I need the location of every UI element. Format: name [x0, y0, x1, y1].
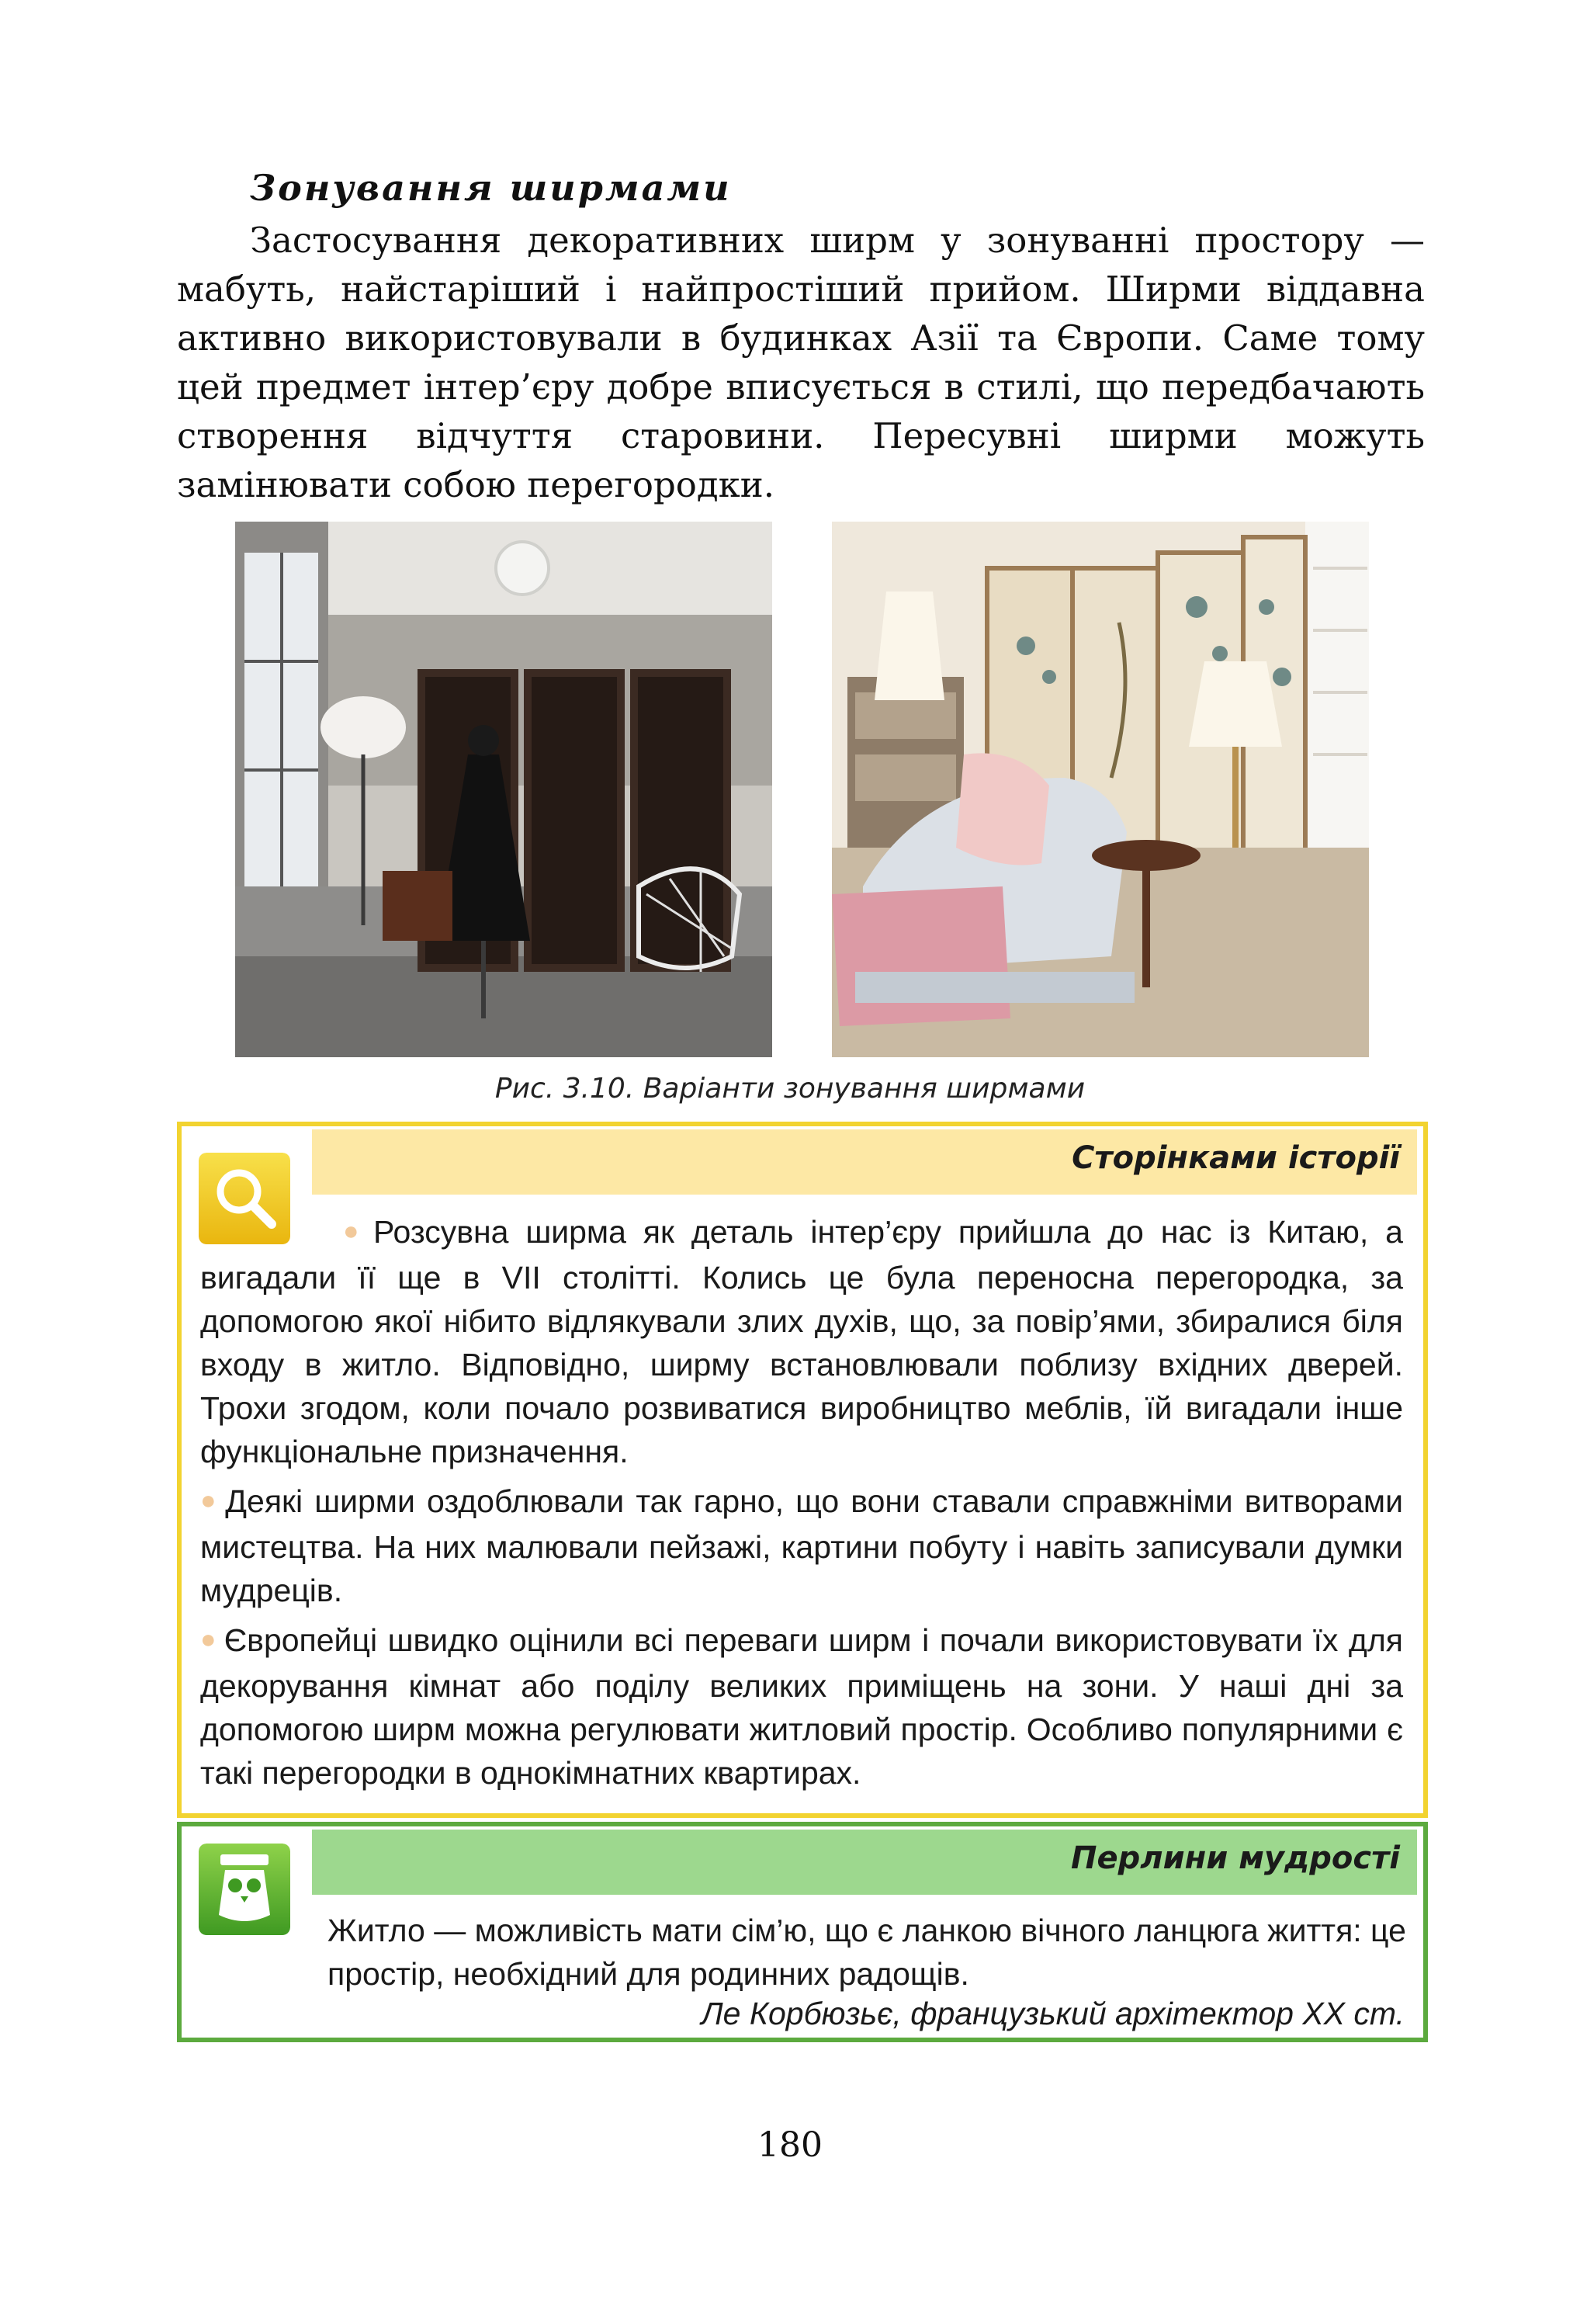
history-paragraph: ● Європейці швидко оцінили всі переваги ширм і почали використовувати їх для декорування кімнат або поділу великих приміщень на зони. У наші дні за допомогою ширм можна регулювати житловий простір. Особливо популярними є такі перегородки в однокімнатних квартирах. [200, 1622, 1403, 1791]
owl-icon [199, 1844, 290, 1935]
wisdom-author: Ле Корбюзьє, французький архітектор XX ст. [701, 1996, 1405, 2031]
wisdom-box [177, 1822, 1428, 2042]
figure-caption: Рис. 3.10. Варіанти зонування ширмами [494, 1073, 1086, 1105]
history-title: Сторінками історії [1072, 1140, 1400, 1176]
history-box [177, 1122, 1428, 1818]
wisdom-header [312, 1830, 1417, 1895]
screen-photo-loft [235, 522, 772, 1057]
intro-paragraph: Застосування декоративних ширм у зонуванні простору — мабуть, найстаріший і найпростіший прийом. Ширми віддавна активно використовували в будинках Азії та Європи. Саме тому цей предмет інтер’єру добре вписується в стилі, що передбачають створення відчуття старовини. Пересувні ширми можуть замінювати собою перегородки. [177, 220, 1425, 505]
wisdom-title: Перлини мудрості [1071, 1840, 1400, 1876]
bullet-icon: ● [200, 1486, 220, 1515]
history-paragraph: ● Деякі ширми оздоблювали так гарно, що вони ставали справжніми витворами мистецтва. На них малювали пейзажі, картини побуту і навіть записували думки мудреців. [200, 1483, 1403, 1608]
section-title: Зонування ширмами [250, 167, 732, 209]
history-body [200, 1210, 1403, 1801]
page-number: 180 [757, 2125, 823, 2165]
history-paragraph: ● Розсувна ширма як деталь інтер’єру прийшла до нас із Китаю, а вигадали її ще в VII столітті. Колись це була переносна перегородка, за допомогою якої нібито відлякували злих духів, що, за повір’ями, збиралися біля входу в житло. Відповідно, ширму встановлювали поблизу вхідних дверей. Трохи згодом, коли почало розвиватися виробництво меблів, їй вигадали інше функціональне призначення. [200, 1214, 1403, 1469]
bullet-icon: ● [343, 1216, 368, 1246]
screen-photo-bedroom [832, 522, 1369, 1057]
history-header [312, 1129, 1417, 1195]
bullet-icon: ● [200, 1625, 218, 1654]
wisdom-quote: Житло — можливість мати сім’ю, що є ланкою вічного ланцюга життя: це простір, необхідний для родинних радощів. [327, 1913, 1406, 1992]
